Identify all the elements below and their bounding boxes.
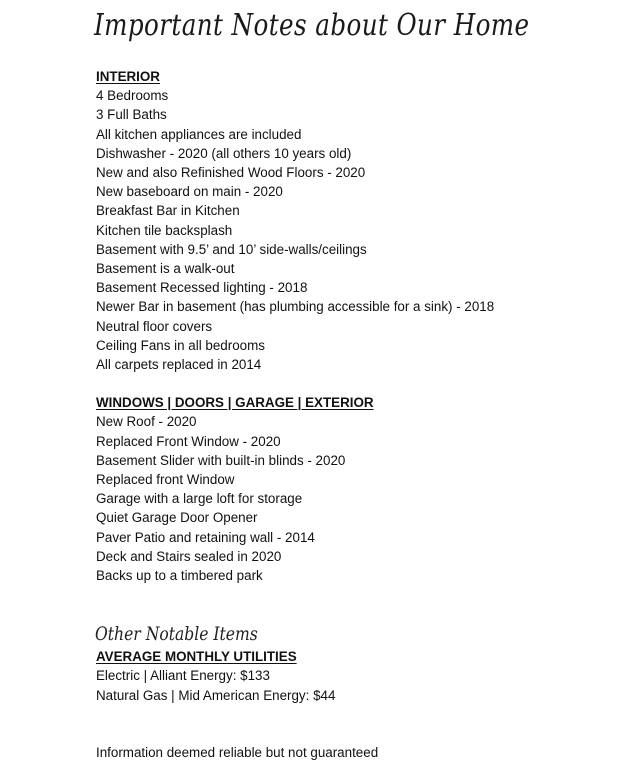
exterior-heading: WINDOWS | DOORS | GARAGE | EXTERIOR: [96, 395, 374, 411]
interior-item: Newer Bar in basement (has plumbing accessible for a sink) - 2018: [96, 299, 495, 315]
exterior-item: Deck and Stairs sealed in 2020: [96, 548, 282, 564]
notes-content: [96, 67, 616, 762]
interior-item: 4 Bedrooms: [96, 88, 169, 104]
interior-item: Dishwasher - 2020 (all others 10 years old): [96, 145, 352, 161]
disclaimer: Information deemed reliable but not guaranteed: [96, 744, 379, 760]
interior-item: All kitchen appliances are included: [96, 126, 302, 142]
exterior-item: Backs up to a timbered park: [96, 568, 263, 584]
interior-item: Ceiling Fans in all bedrooms: [96, 337, 265, 353]
utility-item: Natural Gas | Mid American Energy: $44: [96, 687, 336, 703]
exterior-item: Replaced front Window: [96, 472, 235, 488]
exterior-item: Garage with a large loft for storage: [96, 491, 303, 507]
section-spacer: [96, 374, 616, 393]
interior-item: Basement is a walk-out: [96, 261, 235, 277]
interior-heading: INTERIOR: [96, 69, 160, 84]
page-title: Important Notes about Our Home: [94, 8, 530, 43]
interior-item: 3 Full Baths: [96, 107, 167, 123]
interior-item: Neutral floor covers: [96, 318, 213, 334]
other-items-subtitle: Other Notable Items: [95, 623, 258, 646]
interior-item: Basement Recessed lighting - 2018: [96, 280, 308, 296]
interior-item: Breakfast Bar in Kitchen: [96, 203, 240, 219]
interior-item: Basement with 9.5’ and 10’ side-walls/ceilings: [96, 241, 367, 257]
exterior-item: Paver Patio and retaining wall - 2014: [96, 529, 315, 545]
interior-item: Kitchen tile backsplash: [96, 222, 233, 238]
utility-item: Electric | Alliant Energy: $133: [96, 668, 270, 684]
utilities-heading: AVERAGE MONTHLY UTILITIES: [96, 649, 297, 665]
exterior-item: New Roof - 2020: [96, 414, 197, 430]
interior-item: All carpets replaced in 2014: [96, 357, 262, 373]
exterior-item: Basement Slider with built-in blinds - 2020: [96, 452, 346, 468]
interior-item: New and also Refinished Wood Floors - 2020: [96, 165, 366, 181]
exterior-item: Quiet Garage Door Opener: [96, 510, 258, 526]
interior-item: New baseboard on main - 2020: [96, 184, 283, 200]
exterior-item: Replaced Front Window - 2020: [96, 433, 281, 449]
